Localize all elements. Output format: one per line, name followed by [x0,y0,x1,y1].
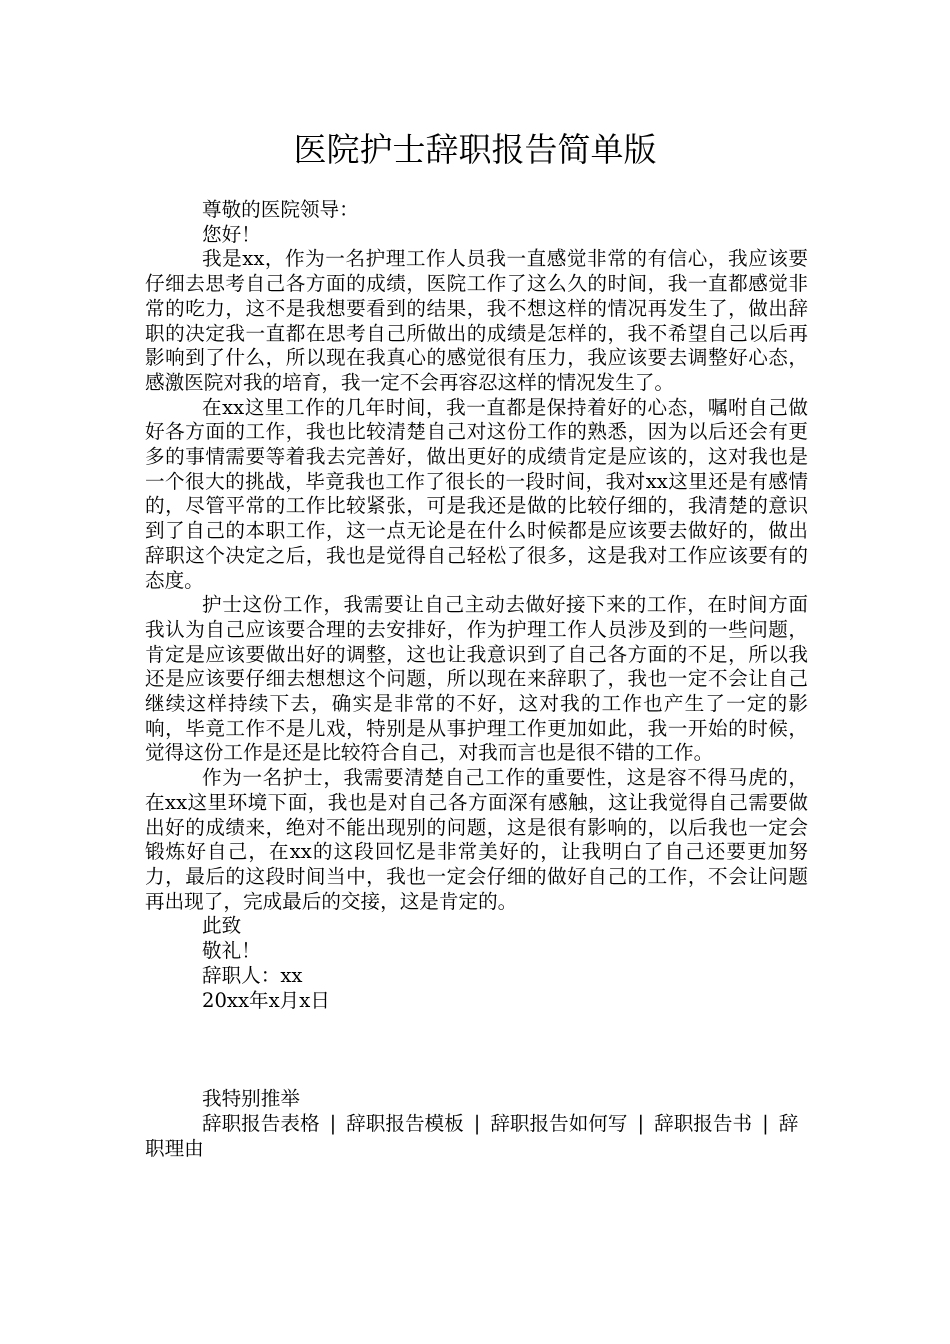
link-separator: | [637,1111,645,1135]
link-resignation-template[interactable]: 辞职报告模板 [346,1111,464,1135]
paragraph-2: 在xx这里工作的几年时间，我一直都是保持着好的心态，嘱咐自己做好各方面的工作，我也比较清楚自己对这份工作的熟悉，因为以后还会有更多的事情需要等着我去完善好，做出更好的成绩肯定是应该的，这对我也是一个很大的挑战，毕竟我也工作了很长的一段时间，我对xx这里还是有感情的，尽管平常的工作比较紧张，可是我还是做的比较仔细的，我清楚的意识到了自己的本职工作，这一点无论是在什么时候都是应该要去做好的，做出辞职这个决定之后，我也是觉得自己轻松了很多，这是我对工作应该要有的态度。 [145,395,808,592]
closing-line-1: 此致 [202,914,242,938]
signer: 辞职人：xx [202,963,303,987]
greeting: 您好！ [202,222,261,246]
link-separator: | [762,1111,769,1135]
paragraph-1: 我是xx，作为一名护理工作人员我一直感觉非常的有信心，我应该要仔细去思考自己各方面的成绩，医院工作了这么久的时间，我一直都感觉非常的吃力，这不是我想要看到的结果，我不想这样的情况再发生了，做出辞职的决定我一直都在思考自己所做出的成绩是怎样的，我不希望自己以后再影响到了什么，所以现在我真心的感觉很有压力，我应该要去调整好心态，感激医院对我的培育，我一定不会再容忍这样的情况发生了。 [145,247,808,394]
link-how-to-write[interactable]: 辞职报告如何写 [490,1111,628,1135]
link-resignation-reasons[interactable]: 辞职理由 [145,1111,799,1160]
link-separator: | [329,1111,337,1135]
recommend-heading: 我特别推举 [202,1087,300,1111]
date: 20xx年x月x日 [202,988,330,1012]
closing-line-2: 敬礼！ [202,939,261,963]
spacer [145,1013,808,1087]
link-separator: | [473,1111,481,1135]
link-resignation-letter[interactable]: 辞职报告书 [654,1111,753,1135]
salutation: 尊敬的医院领导： [202,198,359,221]
letter-body [145,198,808,1161]
link-resignation-form[interactable]: 辞职报告表格 [202,1111,320,1135]
paragraph-4: 作为一名护士，我需要清楚自己工作的重要性，这是容不得马虎的，在xx这里环境下面，我也是对自己各方面深有感触，这让我觉得自己需要做出好的成绩来，绝对不能出现别的问题，这是很有影响的，以后我也一定会锻炼好自己，在xx的这段回忆是非常美好的，让我明白了自己还要更加努力，最后的这段时间当中，我也一定会仔细的做好自己的工作，不会让问题再出现了，完成最后的交接，这是肯定的。 [145,766,808,913]
related-links [145,1112,808,1161]
document-title: 医院护士辞职报告简单版 [293,130,657,169]
paragraph-3: 护士这份工作，我需要让自己主动去做好接下来的工作，在时间方面我认为自己应该要合理的去安排好，作为护理工作人员涉及到的一些问题，肯定是应该要做出好的调整，这也让我意识到了自己各方面的不足，所以我还是应该要仔细去想想这个问题，所以现在来辞职了，我也一定不会让自己继续这样持续下去，确实是非常的不好，这对我的工作也产生了一定的影响，毕竟工作不是儿戏，特别是从事护理工作更加如此，我一开始的时候，觉得这份工作是还是比较符合自己，对我而言也是很不错的工作。 [145,593,808,765]
